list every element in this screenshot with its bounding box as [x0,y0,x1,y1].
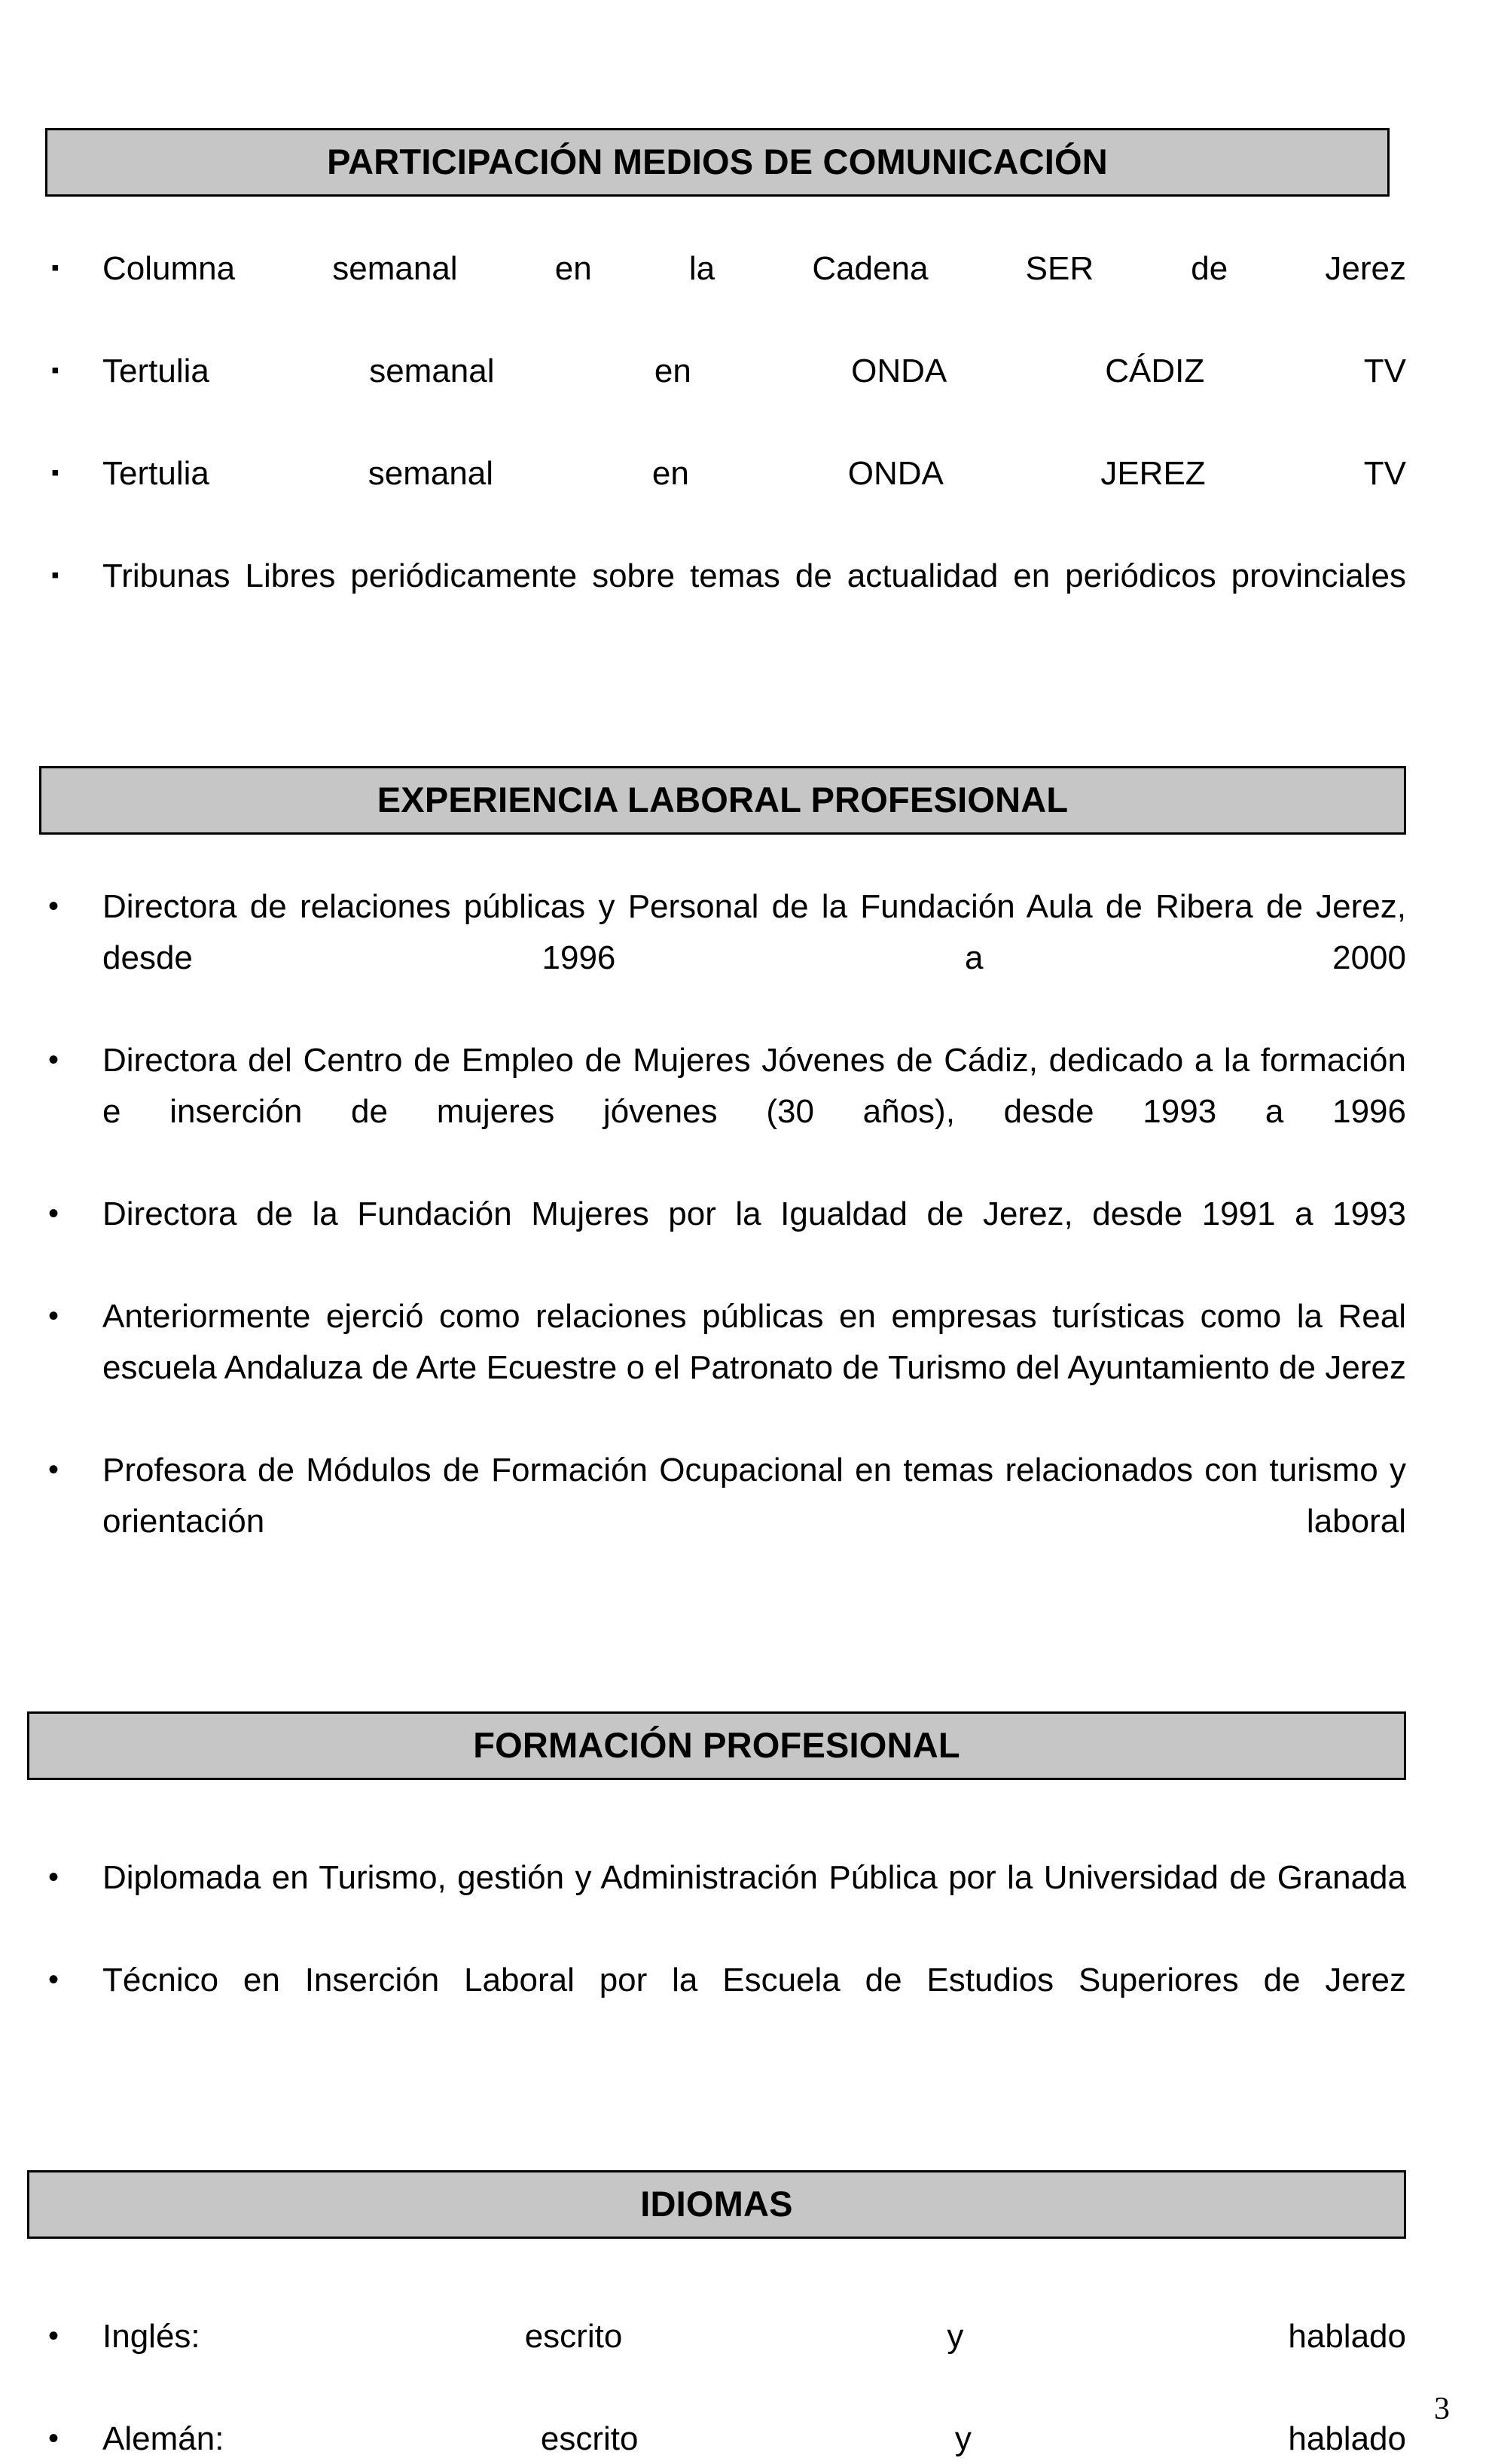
spacer [0,2057,1495,2170]
list-item [48,1189,1406,1291]
list-item-text: Técnico en Inserción Laboral por la Escuela de Estudios Superiores de Jerez [102,1962,1406,1998]
section-heading-formacion-profesional: FORMACIÓN PROFESIONAL [27,1711,1406,1780]
square-bullet-icon: ▪ [51,358,59,383]
square-bullet-icon: ▪ [51,460,59,485]
spacer [0,653,1495,766]
list-item [51,243,1406,346]
list-item [48,2414,1406,2464]
list-item [48,2311,1406,2414]
round-bullet-icon: • [48,1453,59,1486]
spacer [0,2239,1495,2311]
round-bullet-icon: • [48,1963,59,1996]
list-item-text: Inglés: escrito y hablado [102,2318,1406,2355]
list-item [48,1955,1406,2057]
section-heading-wrap-formacion-profesional [0,1711,1495,1780]
page-number: 3 [1434,2392,1450,2426]
list-item-text: Columna semanal en la Cadena SER de Jerez [102,250,1406,287]
list-item [48,881,1406,1035]
round-bullet-icon: • [48,2422,59,2455]
list-item-text: Tribunas Libres periódicamente sobre temas de actualidad en periódicos provinciales [102,557,1406,594]
list-participacion-medios [0,243,1495,653]
list-item [48,1035,1406,1189]
list-item-text: Directora de la Fundación Mujeres por la Igualdad de Jerez, desde 1991 a 1993 [102,1195,1406,1232]
section-heading-wrap-experiencia-laboral [0,766,1495,835]
list-item-text: Profesora de Módulos de Formación Ocupacional en temas relacionados con turismo y orientación laboral [102,1452,1406,1540]
list-item-text: Tertulia semanal en ONDA CÁDIZ TV [102,353,1406,389]
list-item-text: Tertulia semanal en ONDA JEREZ TV [102,455,1406,492]
list-experiencia-laboral [0,881,1495,1598]
list-idiomas [0,2311,1495,2464]
spacer [0,197,1495,243]
list-item-text: Diplomada en Turismo, gestión y Administración Pública por la Universidad de Granada [102,1859,1406,1896]
spacer [0,835,1495,881]
list-item [48,1852,1406,1955]
round-bullet-icon: • [48,1861,59,1894]
section-heading-experiencia-laboral: EXPERIENCIA LABORAL PROFESIONAL [39,766,1406,835]
list-item [48,1445,1406,1598]
list-item [51,448,1406,551]
round-bullet-icon: • [48,2319,59,2353]
round-bullet-icon: • [48,1197,59,1230]
list-item [48,1291,1406,1445]
list-item-text: Directora de relaciones públicas y Personal de la Fundación Aula de Ribera de Jerez, desde 1996 a 2000 [102,888,1406,976]
spacer [0,1780,1495,1852]
section-heading-idiomas: IDIOMAS [27,2170,1406,2239]
spacer [0,1598,1495,1711]
list-item-text: Alemán: escrito y hablado [102,2420,1406,2457]
list-item [51,346,1406,448]
top-spacer [0,0,1495,128]
list-item-text: Anteriormente ejerció como relaciones públicas en empresas turísticas como la Real escuela Andaluza de Arte Ecuestre o el Patronato de Turismo del Ayuntamiento de Jerez [102,1298,1406,1386]
round-bullet-icon: • [48,890,59,923]
list-formacion-profesional [0,1852,1495,2057]
section-heading-participacion-medios: PARTICIPACIÓN MEDIOS DE COMUNICACIÓN [45,128,1390,197]
section-heading-wrap-participacion-medios [0,128,1495,197]
square-bullet-icon: ▪ [51,563,59,588]
square-bullet-icon: ▪ [51,255,59,280]
round-bullet-icon: • [48,1043,59,1076]
section-heading-wrap-idiomas [0,2170,1495,2239]
list-item-text: Directora del Centro de Empleo de Mujeres Jóvenes de Cádiz, dedicado a la formación e inserción de mujeres jóvenes (30 años), desde 1993 a 1996 [102,1042,1406,1130]
list-item [51,551,1406,653]
round-bullet-icon: • [48,1299,59,1333]
